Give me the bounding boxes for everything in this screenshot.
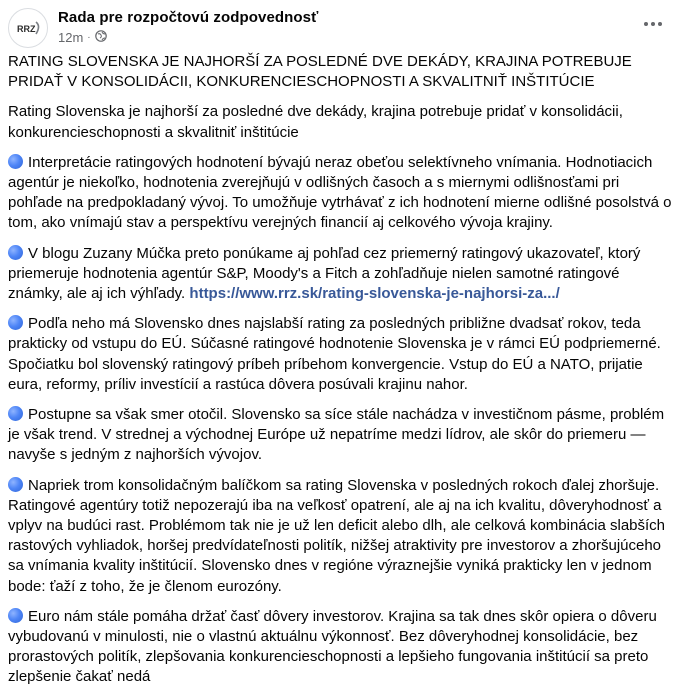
post-title: RATING SLOVENSKA JE NAJHORŠÍ ZA POSLEDNÉ DVE DEKÁDY, KRAJINA POTREBUJE PRIDAŤ V KONSOLIDÁCII, KONKURENCIESCHOPNOSTI A SKVALITNIŤ INŠTITÚCIE [8,53,632,91]
paragraph [8,153,676,234]
separator-dot: · [87,32,91,43]
paragraph [8,405,676,466]
blue-circle-icon [8,315,23,330]
globe-icon[interactable] [95,30,107,45]
rrz-logo [9,9,47,47]
paragraph-text: Napriek trom konsolidačným balíčkom sa rating Slovenska v posledných rokoch ďalej zhoršuje. Ratingové agentúry totiž nepozerajú iba na veľkosť opatrení, ale aj na ich kvalitu, dôveryhodnosť a vplyv na budúci rast. Problémom tak nie je už len deficit alebo dlh, ale celková kombinácia slabších rastových vyhliadok, horšej predvídateľnosti politík, nižšej atraktivity pre investorov a zhoršujúceho sa vnímania kvality inštitúcií. Slovensko dnes v regióne výraznejšie vyniká prakticky len v jednom bode: ťaží z toho, že je členom eurozóny. [8,476,666,595]
blog-link[interactable]: https://www.rrz.sk/rating-slovenska-je-najhorsi-za.../ [189,285,560,303]
blue-circle-icon [8,608,23,623]
paragraph-text: Podľa neho má Slovensko dnes najslabší rating za posledných približne dvadsať rokov, teda prakticky od vstupu do EÚ. Súčasné ratingové hodnotenie Slovenska je v rámci EÚ podpriemerné. Spočiatku bol slovenský ratingový príbeh príbehom konvergencie. Vstup do EÚ a NATO, prijatie eura, reformy, príliv investícií a rastúca dôvera posúvali krajinu nahor. [8,315,661,393]
blue-circle-icon [8,154,23,169]
paragraph [8,244,676,305]
more-options-button[interactable] [638,12,668,36]
avatar[interactable] [8,8,48,48]
post-meta [58,30,107,45]
paragraph [8,314,676,395]
paragraph-text: Interpretácie ratingových hodnotení bývajú neraz obeťou selektívneho vnímania. Hodnotiacich agentúr je niekoľko, hodnotenia zverejňujú v odlišných časoch a s miernymi odlišnosťami pri pohľade na predpokladaný vývoj. To umožňuje vytrhávať z ich hodnotení mierne odlišné posolstvá o tom, ako vnímajú stav a perspektívu verejných financií aj celkového vývoja krajiny. [8,153,672,232]
post-header [0,0,682,52]
timestamp[interactable]: 12m [58,30,84,45]
post-subtitle: Rating Slovenska je najhorší za posledné dve dekády, krajina potrebuje pridať v konsolidácii, konkurencieschopnosti a skvalitniť inštitúcie [8,103,623,141]
page-name[interactable]: Rada pre rozpočtovú zodpovednosť [58,9,319,26]
blue-circle-icon [8,245,23,260]
post-body [8,52,676,698]
paragraph-text: Postupne sa však smer otočil. Slovensko sa síce stále nachádza v investičnom pásme, problém je však trend. V strednej a východnej Európe už nepatríme medzi lídrov, ale skôr do priemeru — navyše s jedným z najhorších vývojov. [8,406,665,464]
more-dots-icon [643,21,663,27]
paragraph-text: Euro nám stále pomáha držať časť dôvery investorov. Krajina sa tak dnes skôr opiera o dôveru vybudovanú v minulosti, nie o vlastnú aktuálnu výkonnosť. Bez dôveryhodnej konsolidácie, bez prorastových politík, zlepšovania konkurencieschopnosti a lepšieho fungovania inštitúcií sa preto zlepšenie čakať nedá [8,607,657,686]
blue-circle-icon [8,406,23,421]
svg-text:RRZ: RRZ [17,24,36,34]
blue-circle-icon [8,477,23,492]
paragraph-text: V blogu Zuzany Múčka preto ponúkame aj pohľad cez priemerný ratingový ukazovateľ, ktorý priemeruje hodnotenia agentúr S&P, Moody's a Fitch a zohľadňuje nielen samotné ratingové známky, ale aj ich výhľady. [8,244,641,303]
paragraph [8,607,676,688]
paragraph [8,476,676,597]
